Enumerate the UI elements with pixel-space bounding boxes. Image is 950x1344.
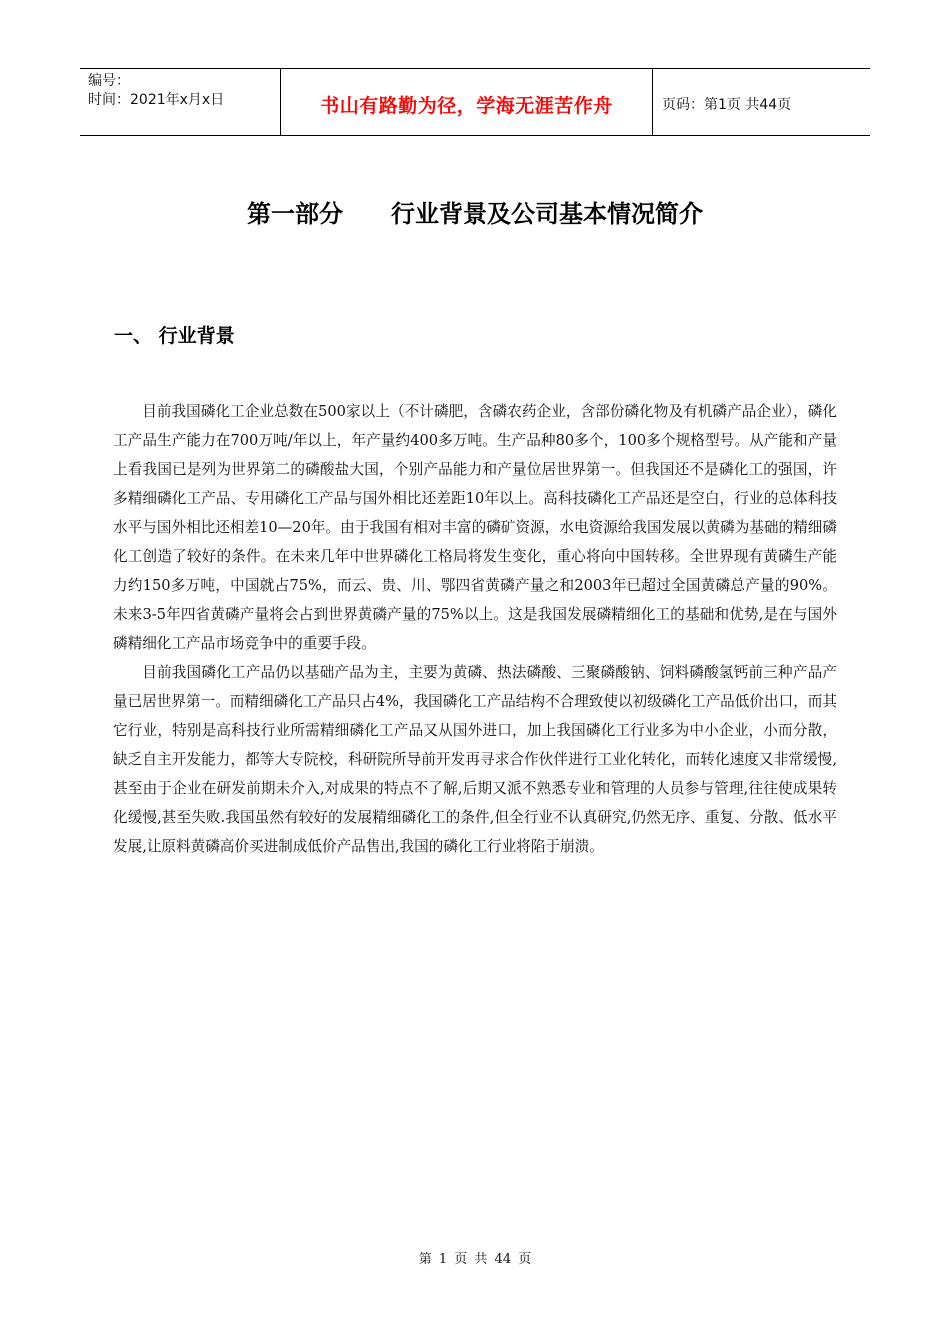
header-meta	[80, 69, 280, 135]
body-paragraph: 目前我国磷化工产品仍以基础产品为主，主要为黄磷、热法磷酸、三聚磷酸钠、饲料磷酸氢钙前三种产品产量已居世界第一。而精细磷化工产品只占4%，我国磷化工产品结构不合理致使以初级磷化工产品低价出口，而其它行业，特别是高科技行业所需精细磷化工产品又从国外进口，加上我国磷化工行业多为中小企业，小而分散，缺乏自主开发能力，都等大专院校，科研院所导前开发再寻求合作伙伴进行工业化转化，而转化速度又非常缓慢,甚至由于企业在研发前期未介入,对成果的特点不了解,后期又派不熟悉专业和管理的人员参与管理,往往使成果转化缓慢,甚至失败.我国虽然有较好的发展精细磷化工的条件,但全行业不认真研究,仍然无序、重复、分散、低水平发展,让原料黄磷高价买进制成低价产品售出,我国的磷化工行业将陷于崩溃。	[113, 664, 837, 855]
document-number-label: 编号：	[88, 73, 130, 89]
header-page-info: 页码：第1页 共44页	[662, 97, 792, 113]
header-motto: 书山有路勤为径，学海无涯苦作舟	[280, 69, 653, 135]
body-paragraph: 目前我国磷化工企业总数在500家以上（不计磷肥，含磷农药企业，含部份磷化物及有机磷产品企业），磷化工产品生产能力在700万吨/年以上，年产量约400多万吨。生产品种80多个，100多个规格型号。从产能和产量上看我国已是列为世界第二的磷酸盐大国，个别产品能力和产量位居世界第一。但我国还不是磷化工的强国，许多精细磷化工产品、专用磷化工产品与国外相比还差距10年以上。高科技磷化工产品还是空白，行业的总体科技水平与国外相比还相差10—20年。由于我国有相对丰富的磷矿资源，水电资源给我国发展以黄磷为基础的精细磷化工创造了较好的条件。在未来几年中世界磷化工格局将发生变化，重心将向中国转移。全世界现有黄磷生产能力约150多万吨，中国就占75%，而云、贵、川、鄂四省黄磷产量之和2003年已超过全国黄磷总产量的90%。未来3-5年四省黄磷产量将会占到世界黄磷产量的75%以上。这是我国发展磷精细化工的基础和优势,是在与国外磷精细化工产品市场竞争中的重要手段。	[113, 403, 837, 652]
section-heading: 一、 行业背景	[114, 325, 235, 347]
document-header	[80, 68, 870, 136]
document-time: 时间：2021年x月x日	[88, 92, 225, 108]
page-footer: 第 1 页 共 44 页	[418, 1252, 532, 1267]
page-title: 第一部分 行业背景及公司基本情况简介	[247, 200, 703, 228]
document-body	[113, 397, 837, 861]
